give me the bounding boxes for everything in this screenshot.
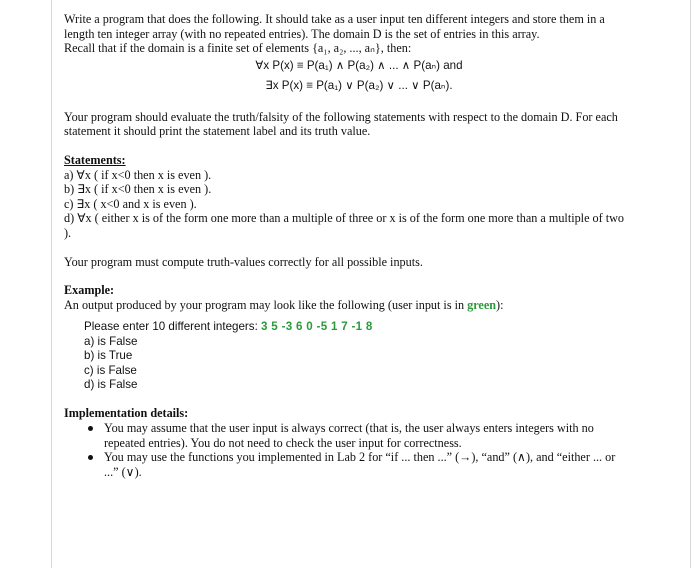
example-green-word: green [467,297,497,312]
implementation-list [64,421,624,479]
statement-c: c) ∃x ( x<0 and x is even ). [64,196,197,211]
sample-output [84,320,624,392]
statements-heading: Statements: [64,152,126,167]
statement-b: b) ∃x ( if x<0 then x is even ). [64,182,212,197]
example-line [64,298,624,313]
user-input-text: 3 5 -3 6 0 -5 1 7 -1 8 [261,320,373,334]
intro-paragraph: Write a program that does the following. It should take as a user input ten different integers and store them in a length ten integer array (with no repeated entries). The domain D is the set of entries in this array. [64,12,605,41]
statement-a: a) ∀x ( if x<0 then x is even ). [64,167,212,182]
task-paragraph: Your program should evaluate the truth/falsity of the following statements with respect to the domain D. For each statement it should print the statement label and its truth value. [64,109,618,139]
output-b: b) is True [84,349,133,363]
output-c: c) is False [84,363,137,377]
implementation-bullet-1: You may assume that the user input is always correct (that is, the user always enters integers with no repeated entries). You do not need to check the user input for correctness. [64,421,624,450]
recall-line: Recall that if the domain is a finite set of elements {a₁, a₂, ..., aₙ}, then: [64,41,412,56]
bullet-icon [88,455,93,460]
problem-document [64,12,624,479]
bullet-icon [88,426,93,431]
output-a: a) is False [84,334,138,348]
forall-formula: ∀x P(x) ≡ P(a₁) ∧ P(a₂) ∧ ... ∧ P(aₙ) and [255,58,463,72]
statement-d: d) ∀x ( either x is of the form one more than a multiple of three or x is of the form one more than a multiple of two ). [64,211,625,240]
compute-note: Your program must compute truth-values correctly for all possible inputs. [64,254,423,269]
exists-formula: ∃x P(x) ≡ P(a₁) ∨ P(a₂) ∨ ... ∨ P(aₙ). [265,78,453,92]
implementation-bullet-2: You may use the functions you implemented in Lab 2 for “if ... then ...” (→), “and” (∧), and “either ... or ...” (∨). [64,450,624,479]
prompt-line [84,320,624,334]
prompt-text: Please enter 10 different integers: [84,320,262,334]
example-line-prefix: An output produced by your program may look like the following (user input is in [64,297,468,312]
implementation-heading: Implementation details: [64,406,189,421]
example-line-suffix: ): [496,297,504,312]
example-heading: Example: [64,283,115,298]
output-d: d) is False [84,377,138,391]
